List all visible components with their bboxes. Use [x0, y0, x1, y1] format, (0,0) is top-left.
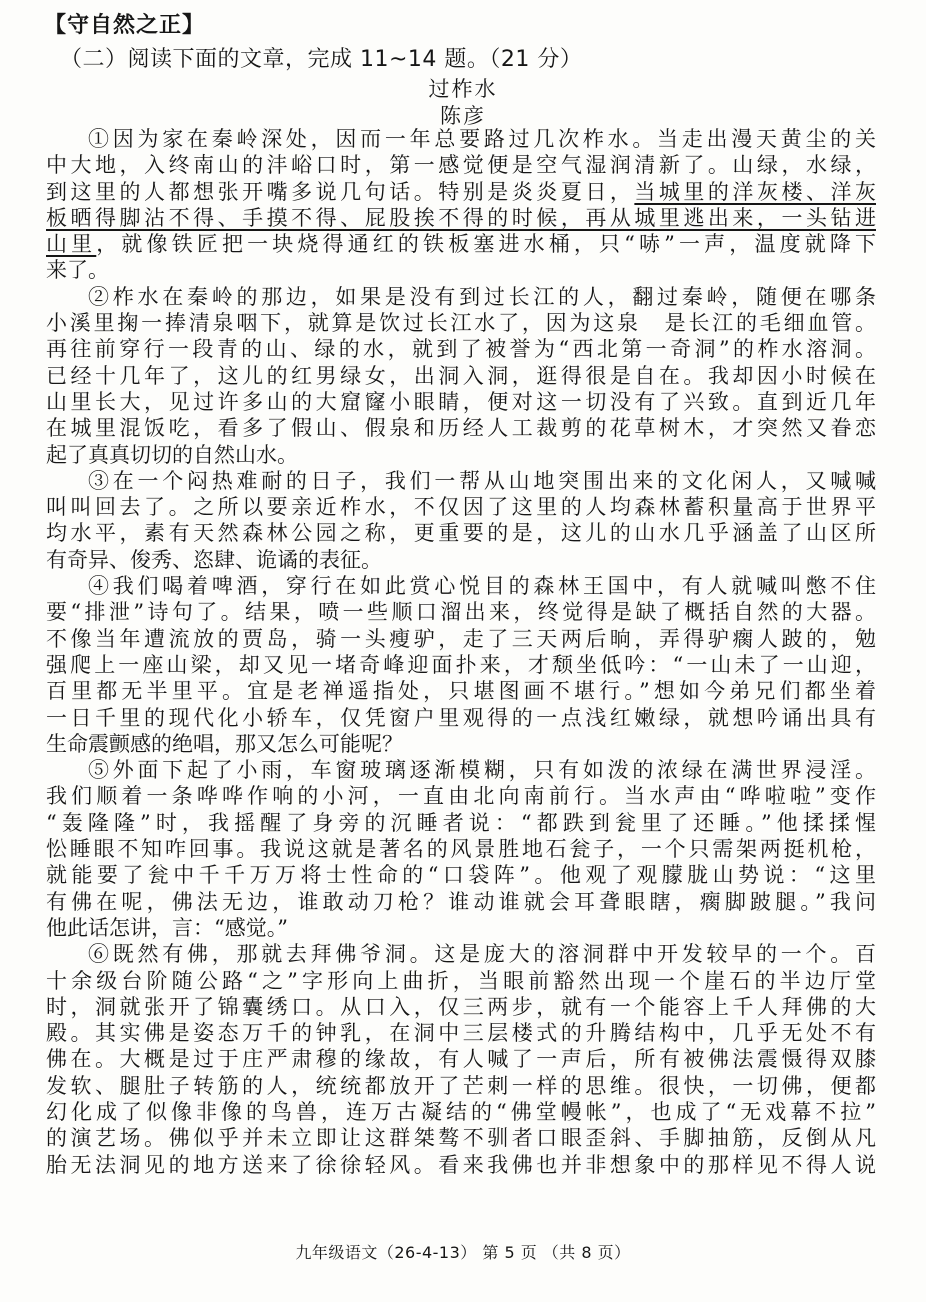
line-text: 再往前穿行一段青的山、绿的水，就到了被誉为“西北第一奇洞”的柞水溶洞。 [46, 337, 876, 362]
text-line [46, 573, 876, 599]
line-text: 到这里的人都想张开嘴多说几句话。特别是炎炎夏日， [46, 179, 635, 204]
text-line [46, 810, 876, 836]
text-line [46, 415, 876, 441]
text-line [46, 1125, 876, 1151]
line-text: 有奇异、俊秀、恣肆、诡谲的表征。 [46, 547, 382, 572]
text-line [46, 1099, 876, 1125]
page-footer: 九年级语文（26-4-13） 第 5 页 （共 8 页） [295, 1243, 631, 1262]
text-line [46, 494, 876, 520]
line-text: ①因为家在秦岭深处，因而一年总要路过几次柞水。当走出漫天黄尘的关 [88, 127, 876, 151]
text-line [46, 336, 876, 362]
line-text: 幻化成了似像非像的鸟兽，连万古凝结的“佛堂幔帐”，也成了“无戏幕不拉” [46, 1099, 876, 1124]
line-text: 胎无法洞见的地方送来了徐徐轻风。看来我佛也并非想象中的那样见不得人说 [46, 1152, 876, 1177]
text-line [46, 126, 876, 152]
line-text: 时，洞就张开了锦囊绣口。从口入，仅三两步，就有一个能容上千人拜佛的大 [46, 994, 876, 1019]
text-line [46, 1073, 876, 1099]
text-line [46, 1020, 876, 1046]
text-line [46, 968, 876, 994]
text-line [46, 705, 876, 731]
line-text: 起了真真切切的自然山水。 [46, 442, 298, 467]
line-text: ，就像铁匠把一块烧得通红的铁板塞进水桶，只“哧”一声，温度就降下 [96, 232, 876, 257]
text-line [46, 678, 876, 704]
line-text: 忪睡眼不知咋回事。我说这就是著名的风景胜地石瓮子，一个只需架两挺机枪， [46, 837, 876, 862]
line-text: 有佛在呢，佛法无边，谁敢动刀枪？谁动谁就会耳聋眼瞎，瘸脚跛腿。”我问 [46, 889, 876, 914]
line-text: 佛在。大概是过于庄严肃穆的缘故，有人喊了一声后，所有被佛法震慑得双膝 [46, 1047, 876, 1072]
line-text: 发软、腿肚子转筋的人，统统都放开了芒刺一样的思维。很快，一切佛，便都 [46, 1073, 876, 1098]
text-line [46, 915, 876, 941]
text-line [46, 1152, 876, 1178]
text-line [46, 652, 876, 678]
text-line [46, 547, 876, 573]
article-title: 过柞水 [428, 77, 498, 101]
text-line [46, 994, 876, 1020]
line-text: 山里长大，见过许多山的大窟窿小眼睛，便对这一切没有了兴致。直到近几年 [46, 389, 876, 414]
text-line [46, 284, 876, 310]
text-line [46, 179, 876, 205]
line-text: ⑥既然有佛，那就去拜佛爷洞。这是庞大的溶洞群中开发较早的一个。百 [88, 942, 876, 967]
line-text: 就能要了瓮中千千万万将士性命的“口袋阵”。他观了观朦胧山势说：“这里 [46, 863, 876, 888]
text-line [46, 836, 876, 862]
line-text: 的演艺场。佛似乎并未立即让这群桀骜不驯者口眼歪斜、手脚抽筋，反倒从凡 [46, 1126, 876, 1151]
text-line [46, 731, 876, 757]
question-intro: （二）阅读下面的文章，完成 11~14 题。（21 分） [60, 47, 583, 72]
text-line [46, 783, 876, 809]
article-body [46, 126, 876, 1178]
article-author: 陈彦 [440, 104, 486, 128]
text-line [46, 889, 876, 915]
line-text: ④我们喝着啤酒，穿行在如此赏心悦目的森林王国中，有人就喊叫憋不住 [88, 574, 876, 599]
line-text: 要“排泄”诗句了。结果，喷一些顺口溜出来，终觉得是缺了概括自然的大器。 [46, 600, 876, 625]
text-line [46, 257, 876, 283]
line-text: 中大地，入终南山的沣峪口时，第一感觉便是空气湿润清新了。山绿，水绿， [46, 153, 876, 178]
line-text: 强爬上一座山梁，却又见一堵奇峰迎面扑来，才颓坐低吟：“一山未了一山迎， [46, 652, 876, 677]
line-text: 他此话怎讲，言：“感觉。” [46, 915, 288, 940]
line-text: 均水平，素有天然森林公园之称，更重要的是，这儿的山水几乎涵盖了山区所 [46, 521, 876, 546]
line-text: ⑤外面下起了小雨，车窗玻璃逐渐模糊，只有如泼的浓绿在满世界浸淫。 [88, 758, 876, 783]
line-text: 来了。 [46, 258, 109, 283]
line-text: 小溪里掬一捧清泉咽下，就算是饮过长江水了，因为这泉 是长江的毛细血管。 [46, 311, 876, 336]
line-text: 叫叫回去了。之所以要亲近柞水，不仅因了这里的人均森林蓄积量高于世界平 [46, 495, 876, 520]
line-text: 我们顺着一条哗哗作响的小河，一直由北向南前行。当水声由“哗啦啦”变作 [46, 784, 876, 809]
line-text: 在城里混饭吃，看多了假山、假泉和历经人工裁剪的花草树木，才突然又眷恋 [46, 416, 876, 441]
line-text: 生命震颤感的绝唱，那又怎么可能呢？ [46, 731, 403, 756]
text-line [46, 626, 876, 652]
text-line [46, 1046, 876, 1072]
underlined-passage: 板晒得脚沾不得、手摸不得、屁股挨不得的时候，再从城里逃出来，一头钻进 [46, 205, 876, 230]
text-line [46, 599, 876, 625]
text-line [46, 520, 876, 546]
text-line [46, 468, 876, 494]
underlined-passage: 当城里的洋灰楼、洋灰 [634, 179, 876, 204]
text-line [46, 757, 876, 783]
line-text: 殿。其实佛是姿态万千的钟乳，在洞中三层楼式的升腾结构中，几乎无处不有 [46, 1021, 876, 1046]
text-line [46, 363, 876, 389]
text-line [46, 941, 876, 967]
underlined-passage: 山里 [46, 232, 97, 257]
line-text: ②柞水在秦岭的那边，如果是没有到过长江的人，翻过秦岭，随便在哪条 [88, 284, 876, 309]
text-line [46, 310, 876, 336]
line-text: 已经十几年了，这儿的红男绿女，出洞入洞，逛得很是自在。我却因小时候在 [46, 363, 876, 388]
text-line [46, 442, 876, 468]
line-text: 十余级台阶随公路“之”字形向上曲折，当眼前豁然出现一个崖石的半边厅堂 [46, 968, 876, 993]
text-line [46, 389, 876, 415]
line-text: 不像当年遭流放的贾岛，骑一头瘦驴，走了三天两后晌，弄得驴瘸人跛的，勉 [46, 626, 876, 651]
line-text: ③在一个闷热难耐的日子，我们一帮从山地突围出来的文化闲人，又喊喊 [88, 468, 876, 493]
line-text: “轰隆隆”时，我摇醒了身旁的沉睡者说：“都跌到瓮里了还睡。”他揉揉惺 [46, 810, 876, 835]
text-line [46, 205, 876, 231]
line-text: 百里都无半里平。宜是老禅遥指处，只堪图画不堪行。”想如今弟兄们都坐着 [46, 679, 876, 704]
text-line [46, 152, 876, 178]
text-line [46, 862, 876, 888]
line-text: 一日千里的现代化小轿车，仅凭窗户里观得的一点浅红嫩绿，就想吟诵出具有 [46, 705, 876, 730]
section-tag: 【守自然之正】 [44, 13, 206, 38]
text-line [46, 231, 876, 257]
